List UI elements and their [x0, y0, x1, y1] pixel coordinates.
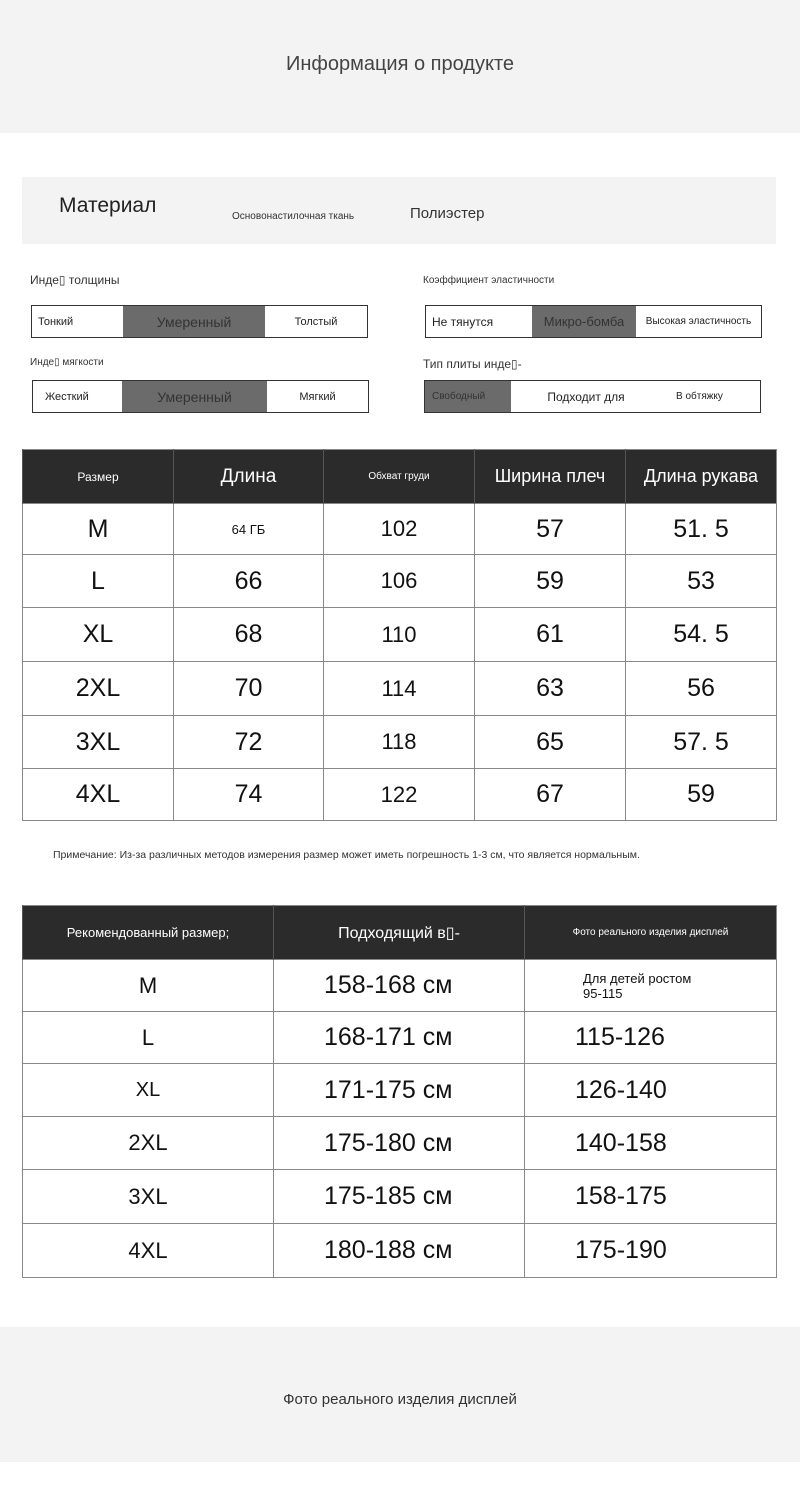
cell-rec-size: L [23, 1012, 274, 1064]
cell-kids-height: Для детей ростом 95-115 [525, 960, 777, 1012]
fit-option-tight: В обтяжку [676, 391, 723, 402]
cell-sleeve: 54. 5 [626, 608, 777, 662]
size-table-header [23, 450, 777, 504]
cell-chest: 122 [324, 769, 475, 821]
softness-option-hard: Жесткий [45, 390, 89, 403]
softness-option-soft: Мягкий [299, 390, 336, 403]
table-row [23, 504, 777, 555]
col-sleeve: Длина рукава [626, 450, 777, 504]
material-value: Полиэстер [410, 205, 485, 222]
thickness-option-thin: Тонкий [38, 315, 74, 328]
cell-rec-height: 168-171 см [274, 1012, 525, 1064]
thickness-option-thick: Толстый [294, 315, 338, 328]
table-row [23, 1064, 777, 1117]
table-row [23, 769, 777, 821]
cell-shoulder: 61 [475, 608, 626, 662]
cell-kids-height: 175-190 [525, 1224, 777, 1278]
cell-size: 4XL [23, 769, 174, 821]
cell-length: 64 ГБ [174, 504, 324, 555]
col-fit-height: Подходящий в▯- [274, 906, 525, 960]
cell-shoulder: 63 [475, 662, 626, 716]
cell-rec-height: 171-175 см [274, 1064, 525, 1117]
softness-label: Инде▯ мягкости [30, 357, 104, 368]
cell-chest: 114 [324, 662, 475, 716]
cell-size: 3XL [23, 716, 174, 769]
cell-sleeve: 53 [626, 555, 777, 608]
cell-rec-height: 180-188 см [274, 1224, 525, 1278]
table-row [23, 608, 777, 662]
footer-title: Фото реального изделия дисплей [283, 1391, 517, 1408]
table-row [23, 1170, 777, 1224]
material-title: Материал [59, 194, 157, 217]
cell-chest: 110 [324, 608, 475, 662]
thickness-scale [31, 305, 368, 338]
measurement-note: Примечание: Из-за различных методов измерения размер может иметь погрешность 1-3 см, что является нормальным. [53, 849, 640, 861]
cell-chest: 118 [324, 716, 475, 769]
material-bar [22, 177, 776, 244]
cell-length: 74 [174, 769, 324, 821]
cell-rec-size: XL [23, 1064, 274, 1117]
table-row [23, 1117, 777, 1170]
cell-sleeve: 51. 5 [626, 504, 777, 555]
cell-sleeve: 57. 5 [626, 716, 777, 769]
cell-rec-size: 3XL [23, 1170, 274, 1224]
fit-type-label: Тип плиты инде▯- [423, 357, 522, 371]
cell-length: 72 [174, 716, 324, 769]
thickness-option-moderate: Умеренный [123, 306, 265, 337]
footer-band [0, 1327, 800, 1462]
col-chest: Обхват груди [324, 450, 475, 504]
elasticity-scale [425, 305, 762, 338]
cell-rec-height: 175-180 см [274, 1117, 525, 1170]
softness-option-moderate: Умеренный [122, 381, 267, 412]
fit-type-scale [424, 380, 761, 413]
cell-shoulder: 59 [475, 555, 626, 608]
page-title: Информация о продукте [285, 53, 515, 75]
cell-shoulder: 57 [475, 504, 626, 555]
table-row [23, 662, 777, 716]
size-table [22, 449, 777, 821]
cell-rec-size: M [23, 960, 274, 1012]
cell-shoulder: 65 [475, 716, 626, 769]
cell-kids-height: 115-126 [525, 1012, 777, 1064]
cell-chest: 102 [324, 504, 475, 555]
elasticity-option-high: Высокая эластичность [645, 316, 752, 327]
fit-option-loose: Свободный [425, 381, 511, 412]
table-row [23, 1224, 777, 1278]
cell-size: 2XL [23, 662, 174, 716]
col-kids-height: Фото реального изделия дисплей [525, 906, 777, 960]
col-shoulder: Ширина плеч [475, 450, 626, 504]
cell-length: 66 [174, 555, 324, 608]
cell-size: M [23, 504, 174, 555]
cell-rec-size: 2XL [23, 1117, 274, 1170]
table-row [23, 555, 777, 608]
elasticity-option-micro: Микро-бомба [532, 306, 636, 337]
cell-size: L [23, 555, 174, 608]
thickness-label: Инде▯ толщины [30, 273, 120, 287]
table-row [23, 716, 777, 769]
elasticity-option-none: Не тянутся [432, 314, 494, 329]
cell-rec-size: 4XL [23, 1224, 274, 1278]
cell-sleeve: 56 [626, 662, 777, 716]
material-fabric-label: Основонастилочная ткань [232, 211, 355, 222]
cell-chest: 106 [324, 555, 475, 608]
cell-kids-height: 158-175 [525, 1170, 777, 1224]
recommended-size-table [22, 905, 777, 1278]
cell-sleeve: 59 [626, 769, 777, 821]
softness-scale [32, 380, 369, 413]
col-recommended-size: Рекомендованный размер; [23, 906, 274, 960]
col-length: Длина [174, 450, 324, 504]
table-row [23, 1012, 777, 1064]
cell-kids-height: 140-158 [525, 1117, 777, 1170]
cell-size: XL [23, 608, 174, 662]
cell-rec-height: 158-168 см [274, 960, 525, 1012]
elasticity-label: Коэффициент эластичности [423, 275, 555, 286]
rec-table-header [23, 906, 777, 960]
header-band [0, 0, 800, 133]
cell-rec-height: 175-185 см [274, 1170, 525, 1224]
cell-shoulder: 67 [475, 769, 626, 821]
fit-option-regular: Подходит для [547, 389, 625, 404]
cell-length: 70 [174, 662, 324, 716]
cell-kids-height: 126-140 [525, 1064, 777, 1117]
table-row [23, 960, 777, 1012]
col-size: Размер [23, 450, 174, 504]
cell-length: 68 [174, 608, 324, 662]
